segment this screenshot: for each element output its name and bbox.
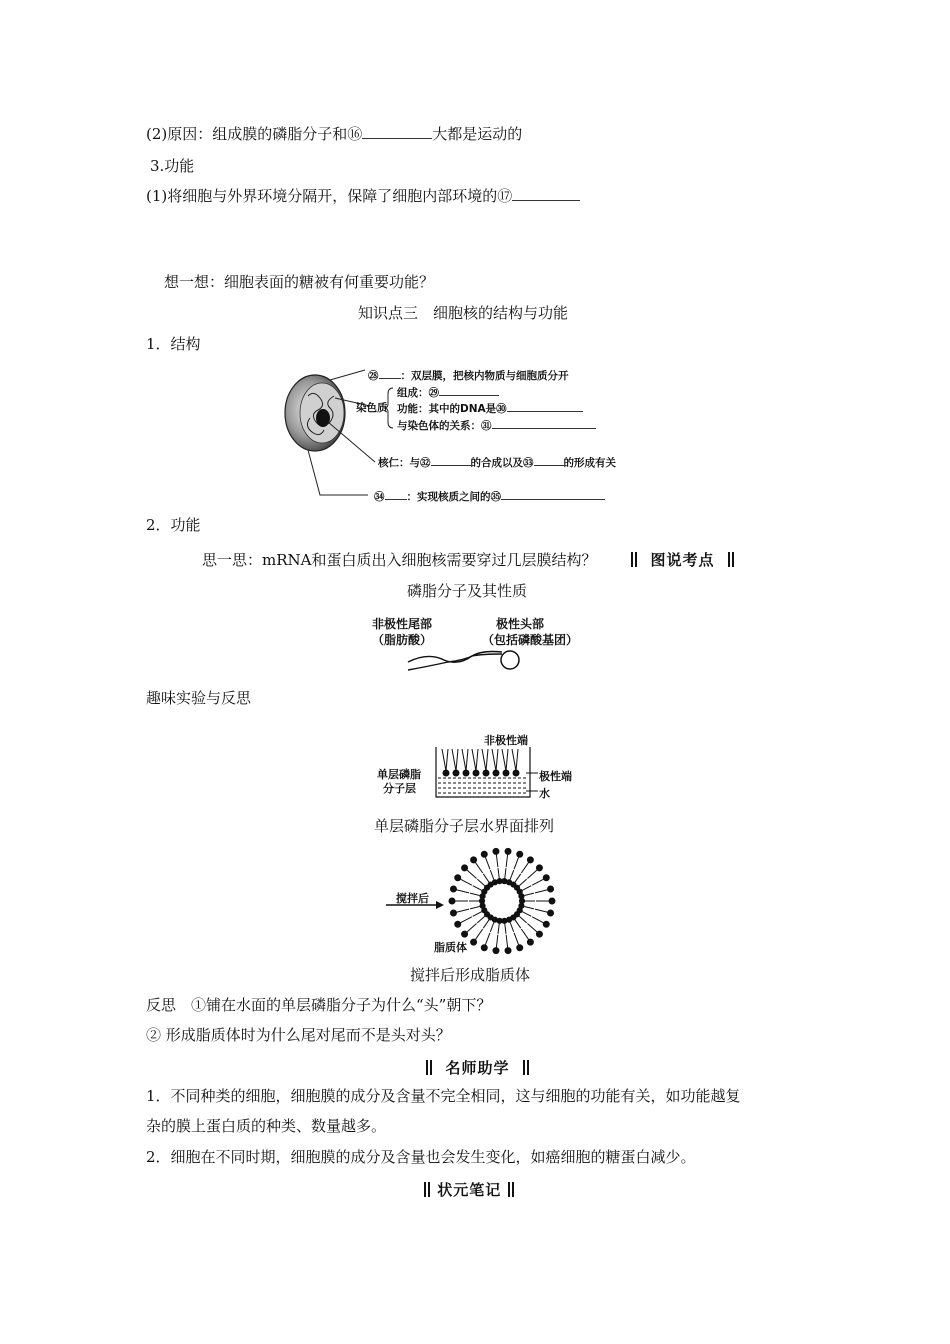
liposome-outer-head — [549, 898, 555, 904]
liposome-outer-head — [455, 875, 461, 881]
tail-label-2: （脂肪酸） — [372, 633, 433, 647]
reason-suffix: 大都是运动的 — [432, 125, 523, 143]
liposome-outer-head — [481, 851, 487, 857]
think-question: 想一想：细胞表面的糖被有何重要功能？ — [164, 273, 435, 291]
nucleolus-line — [378, 453, 616, 473]
phospholipid-title: 磷脂分子及其性质 — [407, 582, 528, 600]
liposome-inner-tail — [470, 907, 480, 909]
teacher-heading — [425, 1057, 530, 1078]
func-text: 功能：其中的DNA是 — [397, 403, 497, 415]
liposome-outer-tail — [485, 857, 490, 869]
nucleolus-shape — [316, 409, 330, 427]
blank-35[interactable] — [501, 489, 605, 500]
liposome-outer-tail — [496, 935, 498, 948]
liposome-inner-tail — [505, 924, 506, 934]
blank-29[interactable] — [439, 385, 499, 396]
blank-34[interactable] — [385, 489, 407, 500]
relation-text: 与染色体的关系： — [397, 420, 481, 432]
liposome-outer-tail — [527, 870, 537, 879]
liposome-outer-tail — [521, 862, 528, 873]
liposome-outer-head — [462, 865, 468, 871]
envelope-text: ：双层膜，把核内物质与细胞质分开 — [400, 370, 569, 382]
liposome-outer-head — [517, 945, 523, 951]
reason-line — [146, 124, 522, 144]
liposome-outer-head — [548, 910, 554, 916]
teacher-p2: 2．细胞在不同时期，细胞膜的成分及含量也会发生变化，如癌细胞的糖蛋白减少。 — [146, 1148, 696, 1166]
envelope-num: ㉘ — [368, 370, 379, 382]
liposome-outer-head — [449, 898, 455, 904]
liposome-outer-head — [543, 921, 549, 927]
water-lines — [438, 778, 528, 793]
pore-num: ㉞ — [374, 491, 385, 503]
liposome-outer-tail — [460, 917, 472, 923]
liposome-outer-tail — [514, 857, 519, 869]
liposome-outer-tail — [460, 879, 472, 885]
liposome-inner-tail — [477, 879, 484, 886]
caption-liposome: 搅拌后形成脂质体 — [410, 966, 531, 984]
blank-33[interactable] — [534, 455, 564, 466]
liposome-label: 脂质体 — [434, 941, 467, 954]
liposome-outer-tail — [475, 929, 482, 940]
liposome-outer-head — [505, 948, 511, 954]
liposome-inner-tail — [490, 870, 494, 879]
liposome-inner-tail — [519, 879, 526, 886]
composition-num: ㉙ — [428, 387, 439, 399]
liposome-inner-tail — [498, 868, 499, 878]
liposome-outer-head — [505, 848, 511, 854]
polar-head — [501, 651, 519, 669]
blank-16[interactable] — [362, 124, 432, 139]
func-num: ㉚ — [496, 403, 507, 415]
liposome-outer-head — [536, 865, 542, 871]
blank-17[interactable] — [512, 186, 580, 201]
liposome-inner-tail — [473, 912, 482, 917]
liposome-inner-tail — [505, 868, 506, 878]
liposome-outer-tail — [527, 924, 537, 933]
liposome-inner-tail — [483, 874, 489, 882]
liposome-outer-tail — [467, 870, 477, 879]
liposome-inner-tail — [470, 893, 480, 895]
liposome-outer-head — [455, 921, 461, 927]
pore-num2: ㉟ — [490, 491, 501, 503]
liposome-outer-tail — [521, 929, 528, 940]
liposome-outer-head — [527, 857, 533, 863]
head-label-2: （包括磷酸基团） — [482, 633, 579, 647]
tail-label-1: 非极性尾部 — [372, 617, 433, 631]
blank-28[interactable] — [379, 368, 401, 379]
polar-end-label: 极性端 — [539, 770, 572, 783]
reflection-q2: ② 形成脂质体时为什么尾对尾而不是头对头？ — [146, 1026, 451, 1044]
liposome-outer-head — [471, 857, 477, 863]
liposome-inner-tail — [515, 920, 521, 928]
liposome-outer-head — [450, 910, 456, 916]
experiment-title: 趣味实验与反思 — [146, 689, 252, 707]
liposome-outer-head — [462, 931, 468, 937]
liposome-inner-tail — [473, 886, 482, 891]
structure-label: 1．结构 — [146, 335, 201, 353]
stir-arrowhead — [436, 901, 444, 909]
nonpolar-end-label: 非极性端 — [484, 734, 528, 747]
liposome-outer-tail — [456, 890, 469, 893]
caption-monolayer: 单层磷脂分子层水界面排列 — [374, 817, 555, 835]
notes-heading-text: 状元笔记 — [437, 1181, 502, 1199]
monolayer-label-2: 分子层 — [383, 782, 416, 795]
liposome-outer-tail — [475, 862, 482, 873]
liposome-outer-head — [548, 886, 554, 892]
stir-label: 搅拌后 — [396, 892, 429, 905]
water-label: 水 — [539, 787, 550, 800]
liposome-inner-tail — [515, 874, 521, 882]
teacher-p1-line2: 杂的膜上蛋白质的种类、数量越多。 — [146, 1117, 387, 1135]
liposome-outer-head — [471, 939, 477, 945]
figure-exam-heading — [630, 549, 735, 570]
nucleolus-c: 的形成有关 — [563, 457, 616, 469]
nucleolus-a: 核仁：与 — [378, 457, 420, 469]
liposome-inner-tail — [490, 923, 494, 932]
liposome-outer-tail — [506, 854, 508, 867]
liposome-outer-head — [481, 945, 487, 951]
liposome-outer-tail — [485, 933, 490, 945]
liposome-outer-tail — [532, 917, 544, 923]
monolayer-diagram — [430, 745, 540, 801]
liposome-inner-head — [519, 894, 524, 899]
teacher-p1-line1: 1．不同种类的细胞，细胞膜的成分及含量不完全相同，这与细胞的功能有关，如功能越复 — [146, 1087, 741, 1105]
relation-line — [397, 416, 596, 436]
liposome-inner-tail — [498, 924, 499, 934]
liposome-inner-tail — [522, 912, 531, 917]
liposome-outer-head — [517, 851, 523, 857]
monolayer-label-1: 单层磷脂 — [377, 768, 421, 781]
liposome-outer-tail — [532, 879, 544, 885]
knowledge3-title: 知识点三 细胞核的结构与功能 — [358, 304, 569, 322]
liposome-outer-tail — [506, 935, 508, 948]
liposome-inner-tail — [477, 916, 484, 923]
notes-heading — [423, 1179, 515, 1200]
function-1-prefix: (1)将细胞与外界环境分隔开，保障了细胞内部环境的⑰ — [146, 187, 513, 205]
liposome-outer-head — [536, 931, 542, 937]
relation-num: ㉛ — [481, 420, 492, 432]
pore-text: ：实现核质之间的 — [406, 491, 491, 503]
function-1-line — [146, 186, 580, 206]
liposome-inner-tail — [524, 893, 534, 895]
liposome-outer-tail — [496, 854, 498, 867]
figure-exam-text: 图说考点 — [650, 551, 715, 569]
nucleolus-b: 的合成以及 — [470, 457, 523, 469]
function-title: 3.功能 — [150, 157, 195, 175]
liposome-outer-tail — [467, 924, 477, 933]
liposome-outer-tail — [514, 933, 519, 945]
chromatin-label: 染色质 — [356, 402, 388, 414]
function-label: 2．功能 — [146, 516, 201, 534]
liposome-outer-head — [543, 875, 549, 881]
liposome-inner-tail — [483, 920, 489, 928]
liposome-outer-tail — [456, 909, 469, 912]
liposome-inner-tail — [519, 916, 526, 923]
liposome-outer-head — [493, 948, 499, 954]
reason-prefix: (2)原因：组成膜的磷脂分子和⑯ — [146, 125, 363, 143]
reflection-q1: 反思 ①铺在水面的单层磷脂分子为什么“头”朝下？ — [146, 996, 492, 1014]
teacher-heading-text: 名师助学 — [445, 1059, 510, 1077]
blank-31[interactable] — [492, 418, 596, 429]
liposome-outer-tail — [535, 909, 548, 912]
liposome-outer-head — [527, 939, 533, 945]
head-label-1: 极性头部 — [496, 617, 545, 631]
nucleolus-num1: ㉜ — [420, 457, 431, 469]
liposome-outer-tail — [535, 890, 548, 893]
blank-32[interactable] — [431, 455, 471, 466]
liposome-inner-tail — [510, 923, 514, 932]
liposome-inner-tail — [524, 907, 534, 909]
composition-text: 组成： — [397, 387, 429, 399]
liposome-outer-head — [493, 848, 499, 854]
consider-question: 思一思：mRNA和蛋白质出入细胞核需要穿过几层膜结构？ — [202, 551, 597, 569]
nucleolus-num2: ㉝ — [523, 457, 534, 469]
monolayer-molecules — [442, 749, 519, 776]
liposome-outer-head — [450, 886, 456, 892]
liposome-inner-tail — [522, 886, 531, 891]
blank-30[interactable] — [507, 401, 583, 412]
liposome-inner-tail — [510, 870, 514, 879]
pore-line — [374, 487, 605, 507]
